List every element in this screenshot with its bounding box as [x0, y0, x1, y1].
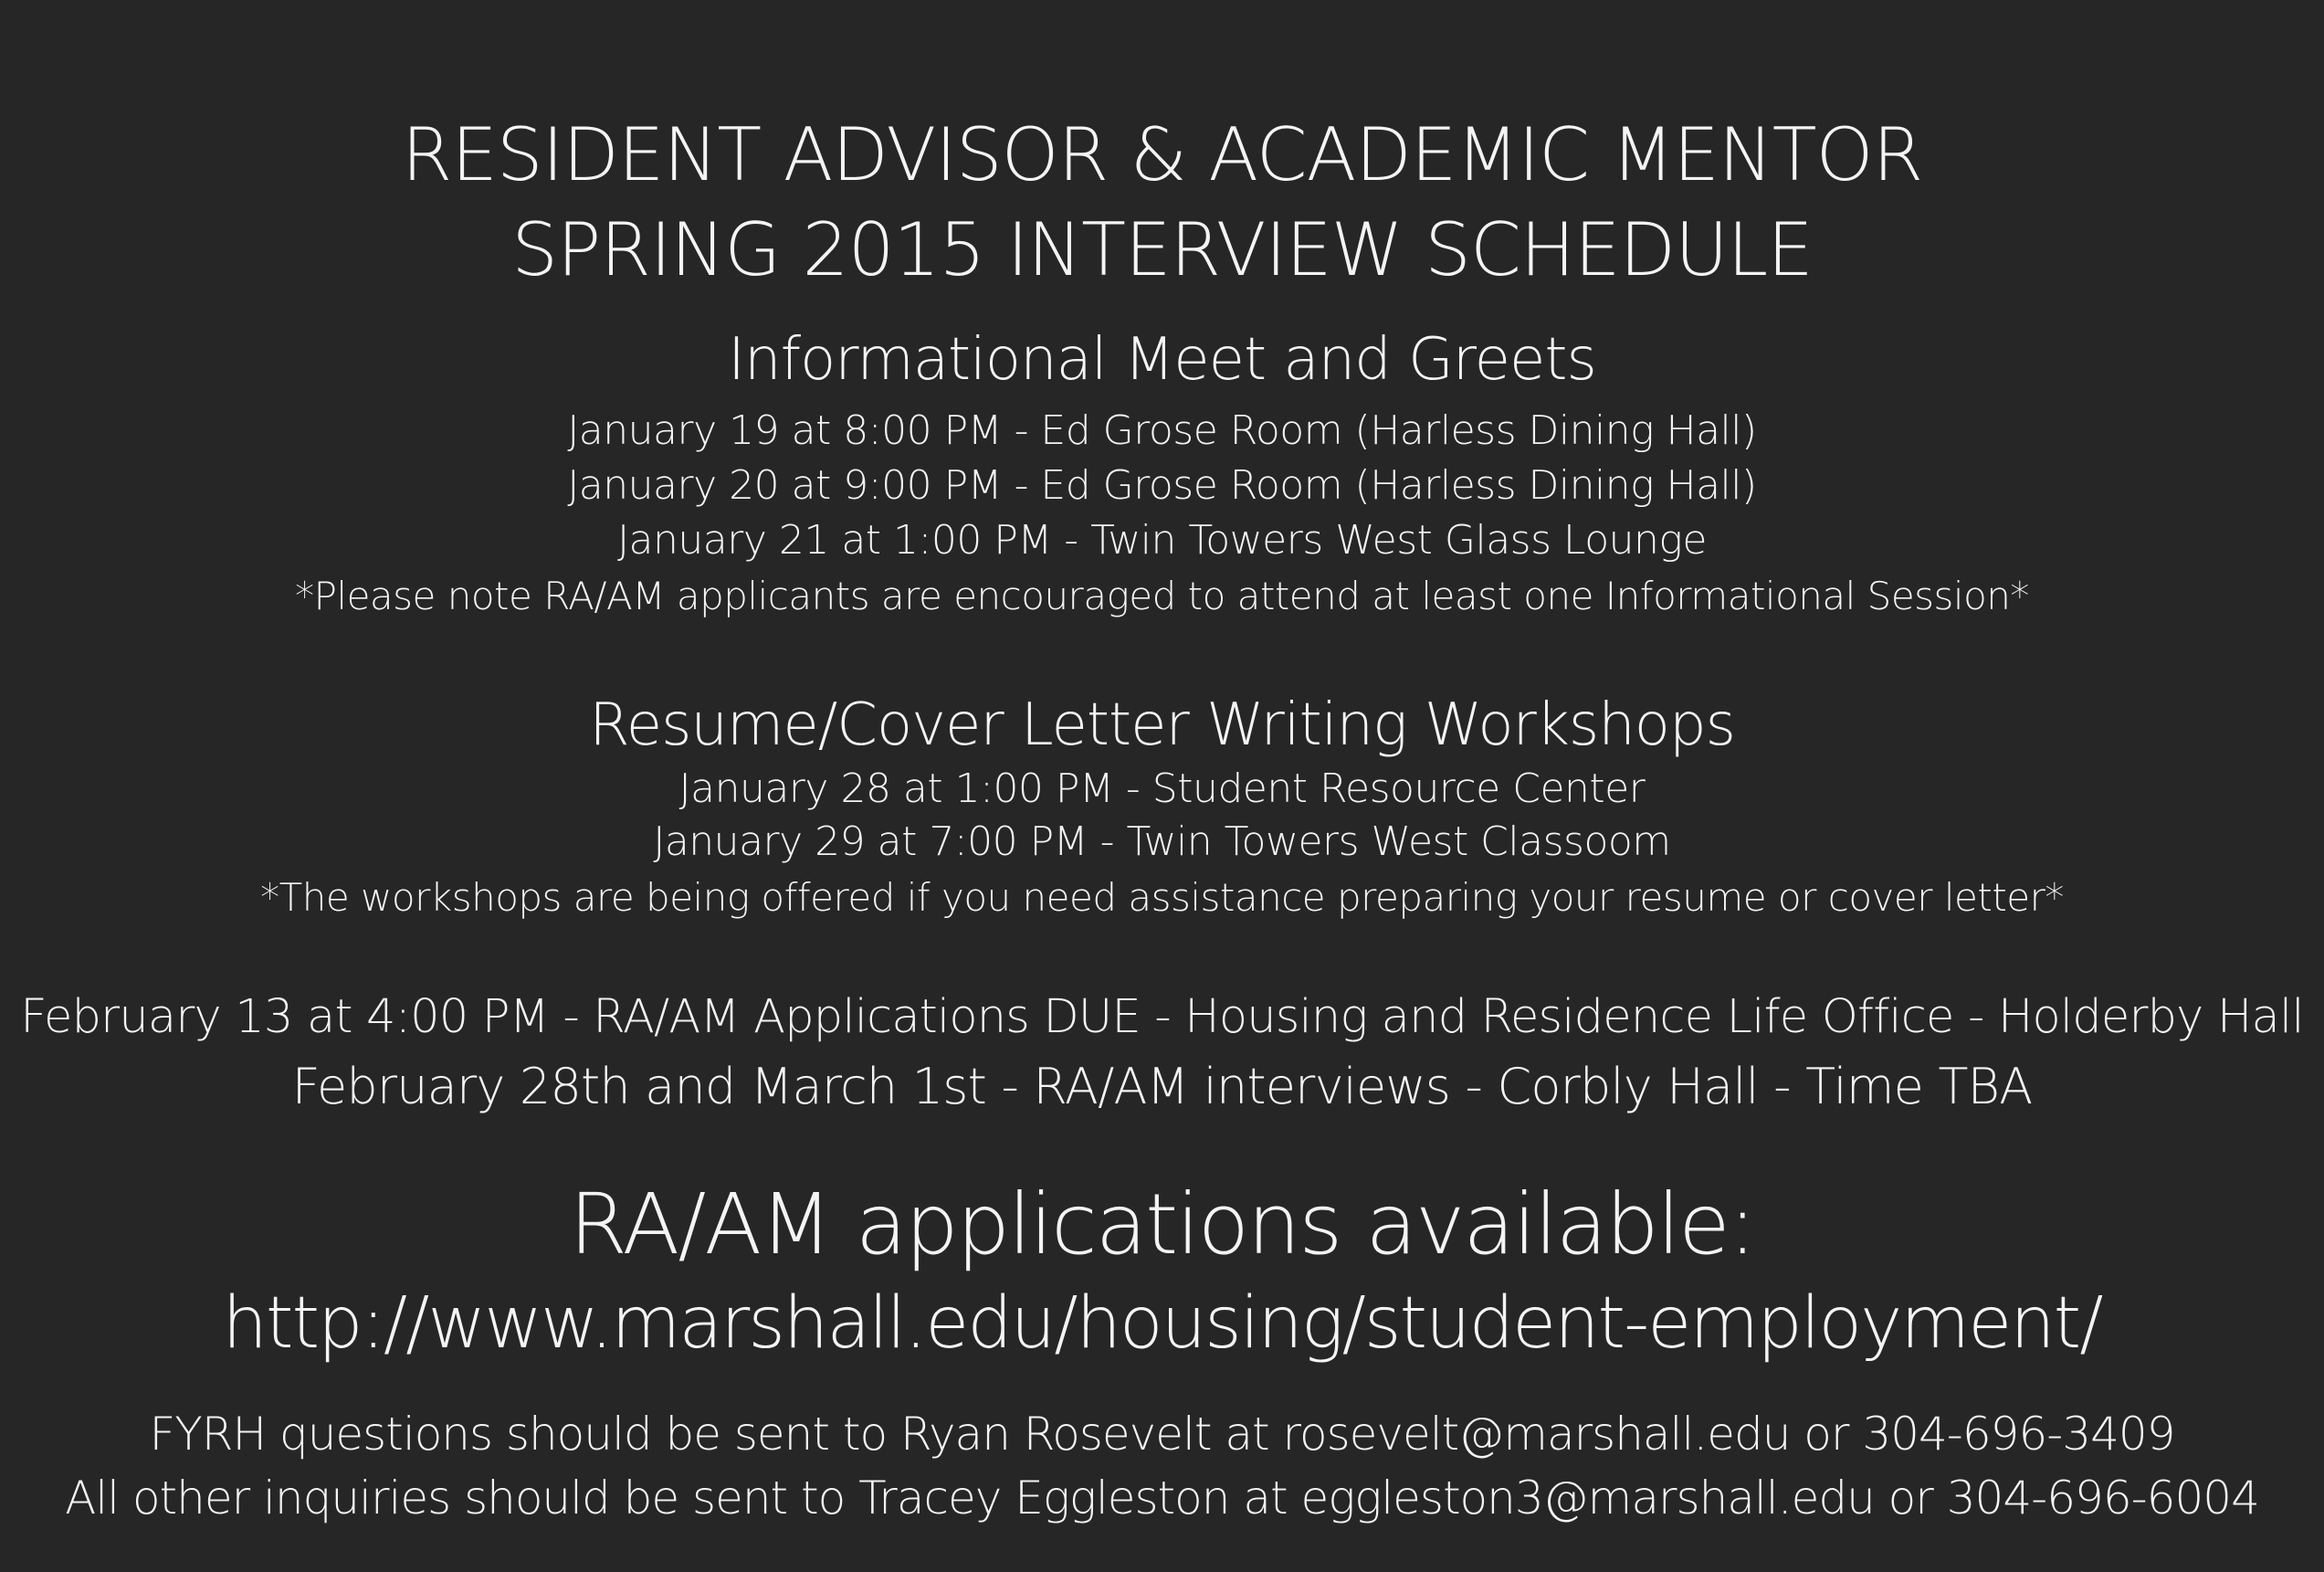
contact-fyrh: FYRH questions should be sent to Ryan Rosevelt at rosevelt@marshall.edu or 304-696-3409	[149, 1408, 2175, 1461]
meet-and-greet-item-3: January 21 at 1:00 PM - Twin Towers West Glass Lounge	[617, 517, 1707, 564]
workshop-item-2: January 29 at 7:00 PM - Twin Towers West Classoom	[653, 818, 1671, 865]
workshops-note: *The workshops are being offered if you need assistance preparing your resume or cover letter*	[260, 875, 2064, 920]
meet-and-greet-item-1: January 19 at 8:00 PM - Ed Grose Room (Harless Dining Hall)	[567, 407, 1757, 454]
applications-heading: RA/AM applications available:	[569, 1176, 1755, 1273]
meet-and-greet-item-2: January 20 at 9:00 PM - Ed Grose Room (Harless Dining Hall)	[567, 462, 1757, 509]
title-line-2: SPRING 2015 INTERVIEW SCHEDULE	[511, 207, 1813, 292]
contact-other: All other inquiries should be sent to Tracey Eggleston at eggleston3@marshall.edu or 304-696-6004	[65, 1472, 2259, 1525]
meet-and-greets-note: *Please note RA/AM applicants are encouraged to attend at least one Informational Session*	[295, 574, 2029, 618]
deadline-interviews: February 28th and March 1st - RA/AM interviews - Corbly Hall - Time TBA	[291, 1058, 2033, 1115]
meet-and-greets-heading: Informational Meet and Greets	[728, 326, 1596, 394]
workshop-item-1: January 28 at 1:00 PM - Student Resource Center	[678, 765, 1646, 812]
applications-url: http://www.marshall.edu/housing/student-employment/	[222, 1282, 2102, 1365]
deadline-applications-due: February 13 at 4:00 PM - RA/AM Applications DUE - Housing and Residence Life Office - Holderby Hall	[20, 990, 2304, 1044]
title-line-1: RESIDENT ADVISOR & ACADEMIC MENTOR	[401, 112, 1923, 197]
workshops-heading: Resume/Cover Letter Writing Workshops	[589, 691, 1735, 759]
